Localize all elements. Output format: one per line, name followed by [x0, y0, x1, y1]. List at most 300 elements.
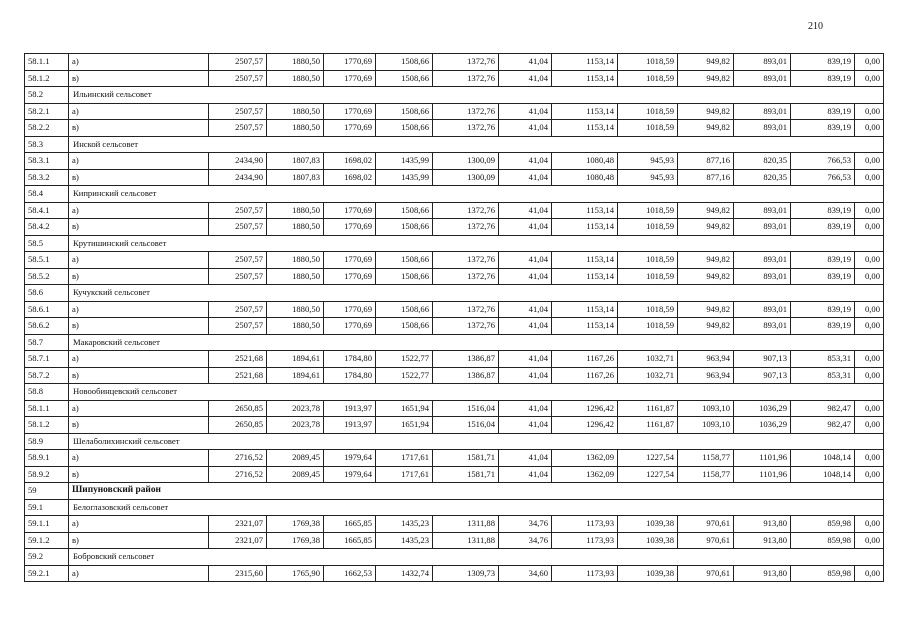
value-cell: 1372,76 — [433, 54, 499, 71]
value-cell: 1372,76 — [433, 120, 499, 137]
value-cell: 1101,96 — [734, 466, 791, 483]
page-number: 210 — [808, 21, 823, 32]
value-cell: 1880,50 — [267, 103, 324, 120]
row-code: 59 — [25, 483, 69, 500]
value-cell: 2650,85 — [209, 417, 267, 434]
value-cell: 859,98 — [791, 516, 855, 533]
value-cell: 1227,54 — [618, 450, 678, 467]
section-title: Крутишинский сельсовет — [69, 235, 884, 252]
value-cell: 1435,23 — [376, 532, 433, 549]
value-cell: 1036,29 — [734, 400, 791, 417]
table-row — [25, 54, 884, 71]
value-cell: 1913,97 — [324, 417, 376, 434]
value-cell: 1717,61 — [376, 450, 433, 467]
value-cell: 0,00 — [855, 318, 884, 335]
value-cell: 877,16 — [678, 169, 734, 186]
section-row — [25, 433, 884, 450]
value-cell: 41,04 — [499, 417, 552, 434]
value-cell: 839,19 — [791, 202, 855, 219]
value-cell: 1018,59 — [618, 202, 678, 219]
value-cell: 1894,61 — [267, 367, 324, 384]
value-cell: 1372,76 — [433, 268, 499, 285]
row-code: 58.6.2 — [25, 318, 69, 335]
section-row — [25, 235, 884, 252]
value-cell: 1880,50 — [267, 120, 324, 137]
table-row — [25, 351, 884, 368]
table-row — [25, 219, 884, 236]
value-cell: 1770,69 — [324, 301, 376, 318]
value-cell: 1508,66 — [376, 70, 433, 87]
value-cell: 1093,10 — [678, 417, 734, 434]
value-cell: 1770,69 — [324, 202, 376, 219]
value-cell: 1765,90 — [267, 565, 324, 582]
value-cell: 0,00 — [855, 351, 884, 368]
value-cell: 1372,76 — [433, 202, 499, 219]
value-cell: 839,19 — [791, 70, 855, 87]
value-cell: 0,00 — [855, 450, 884, 467]
value-cell: 1153,14 — [552, 268, 618, 285]
value-cell: 2507,57 — [209, 202, 267, 219]
value-cell: 1770,69 — [324, 252, 376, 269]
value-cell: 1372,76 — [433, 318, 499, 335]
value-cell: 913,80 — [734, 565, 791, 582]
section-row — [25, 136, 884, 153]
value-cell: 2650,85 — [209, 400, 267, 417]
row-code: 58.1.2 — [25, 70, 69, 87]
section-title: Инской сельсовет — [69, 136, 884, 153]
value-cell: 1372,76 — [433, 219, 499, 236]
row-code: 58.4 — [25, 186, 69, 203]
value-cell: 839,19 — [791, 301, 855, 318]
value-cell: 41,04 — [499, 450, 552, 467]
row-code: 59.1.1 — [25, 516, 69, 533]
table-row — [25, 450, 884, 467]
value-cell: 0,00 — [855, 466, 884, 483]
value-cell: 853,31 — [791, 351, 855, 368]
value-cell: 1432,74 — [376, 565, 433, 582]
row-code: 58.9 — [25, 433, 69, 450]
row-label: в) — [69, 120, 209, 137]
value-cell: 0,00 — [855, 565, 884, 582]
value-cell: 2507,57 — [209, 219, 267, 236]
value-cell: 1372,76 — [433, 103, 499, 120]
value-cell: 859,98 — [791, 565, 855, 582]
value-cell: 1508,66 — [376, 268, 433, 285]
value-cell: 1018,59 — [618, 268, 678, 285]
value-cell: 1173,93 — [552, 516, 618, 533]
value-cell: 1770,69 — [324, 103, 376, 120]
value-cell: 0,00 — [855, 70, 884, 87]
value-cell: 949,82 — [678, 54, 734, 71]
value-cell: 1516,04 — [433, 417, 499, 434]
value-cell: 893,01 — [734, 103, 791, 120]
value-cell: 41,04 — [499, 466, 552, 483]
row-label: а) — [69, 400, 209, 417]
value-cell: 0,00 — [855, 153, 884, 170]
value-cell: 1770,69 — [324, 70, 376, 87]
value-cell: 1880,50 — [267, 301, 324, 318]
row-code: 58.5.1 — [25, 252, 69, 269]
value-cell: 893,01 — [734, 54, 791, 71]
row-code: 59.2.1 — [25, 565, 69, 582]
row-label: в) — [69, 532, 209, 549]
value-cell: 1880,50 — [267, 318, 324, 335]
value-cell: 1516,04 — [433, 400, 499, 417]
value-cell: 1665,85 — [324, 516, 376, 533]
value-cell: 2023,78 — [267, 400, 324, 417]
value-cell: 1158,77 — [678, 450, 734, 467]
value-cell: 1894,61 — [267, 351, 324, 368]
value-cell: 1018,59 — [618, 301, 678, 318]
value-cell: 0,00 — [855, 367, 884, 384]
value-cell: 1167,26 — [552, 351, 618, 368]
value-cell: 859,98 — [791, 532, 855, 549]
value-cell: 1508,66 — [376, 318, 433, 335]
row-label: в) — [69, 417, 209, 434]
value-cell: 1508,66 — [376, 252, 433, 269]
value-cell: 1153,14 — [552, 318, 618, 335]
row-code: 58.4.2 — [25, 219, 69, 236]
value-cell: 1018,59 — [618, 103, 678, 120]
section-row — [25, 549, 884, 566]
value-cell: 949,82 — [678, 202, 734, 219]
value-cell: 1386,87 — [433, 351, 499, 368]
value-cell: 1717,61 — [376, 466, 433, 483]
value-cell: 1036,29 — [734, 417, 791, 434]
value-cell: 1581,71 — [433, 466, 499, 483]
row-code: 58.8 — [25, 384, 69, 401]
value-cell: 1372,76 — [433, 252, 499, 269]
value-cell: 0,00 — [855, 400, 884, 417]
value-cell: 893,01 — [734, 252, 791, 269]
value-cell: 1032,71 — [618, 367, 678, 384]
value-cell: 913,80 — [734, 532, 791, 549]
row-code: 58.7.1 — [25, 351, 69, 368]
value-cell: 893,01 — [734, 301, 791, 318]
row-label: в) — [69, 169, 209, 186]
value-cell: 1153,14 — [552, 54, 618, 71]
row-label: а) — [69, 202, 209, 219]
value-cell: 2507,57 — [209, 252, 267, 269]
value-cell: 1880,50 — [267, 252, 324, 269]
value-cell: 893,01 — [734, 202, 791, 219]
section-title: Макаровский сельсовет — [69, 334, 884, 351]
row-code: 58.5 — [25, 235, 69, 252]
section-title: Белоглазовский сельсовет — [69, 499, 884, 516]
value-cell: 41,04 — [499, 318, 552, 335]
value-cell: 1372,76 — [433, 301, 499, 318]
section-title: Кипринский сельсовет — [69, 186, 884, 203]
value-cell: 1300,09 — [433, 169, 499, 186]
row-code: 58.7.2 — [25, 367, 69, 384]
value-cell: 1880,50 — [267, 70, 324, 87]
section-row — [25, 499, 884, 516]
value-cell: 893,01 — [734, 70, 791, 87]
value-cell: 949,82 — [678, 318, 734, 335]
table-row — [25, 417, 884, 434]
value-cell: 1153,14 — [552, 301, 618, 318]
value-cell: 41,04 — [499, 351, 552, 368]
row-label: а) — [69, 153, 209, 170]
value-cell: 1093,10 — [678, 400, 734, 417]
row-code: 58.6.1 — [25, 301, 69, 318]
value-cell: 1508,66 — [376, 54, 433, 71]
row-code: 59.2 — [25, 549, 69, 566]
value-cell: 982,47 — [791, 400, 855, 417]
section-row — [25, 334, 884, 351]
value-cell: 41,04 — [499, 400, 552, 417]
value-cell: 41,04 — [499, 301, 552, 318]
value-cell: 839,19 — [791, 120, 855, 137]
value-cell: 41,04 — [499, 54, 552, 71]
value-cell: 2023,78 — [267, 417, 324, 434]
value-cell: 1173,93 — [552, 532, 618, 549]
value-cell: 1880,50 — [267, 219, 324, 236]
value-cell: 1770,69 — [324, 120, 376, 137]
row-code: 58.3.1 — [25, 153, 69, 170]
value-cell: 1018,59 — [618, 70, 678, 87]
value-cell: 949,82 — [678, 268, 734, 285]
value-cell: 2716,52 — [209, 466, 267, 483]
value-cell: 877,16 — [678, 153, 734, 170]
value-cell: 982,47 — [791, 417, 855, 434]
value-cell: 1769,38 — [267, 516, 324, 533]
table-row — [25, 367, 884, 384]
value-cell: 1581,71 — [433, 450, 499, 467]
row-code: 58.3 — [25, 136, 69, 153]
tariff-table — [24, 53, 884, 582]
table-row — [25, 466, 884, 483]
value-cell: 970,61 — [678, 532, 734, 549]
district-heading-row — [25, 483, 884, 500]
value-cell: 1048,14 — [791, 450, 855, 467]
row-label: а) — [69, 54, 209, 71]
row-code: 58.3.2 — [25, 169, 69, 186]
value-cell: 0,00 — [855, 417, 884, 434]
row-code: 58.9.1 — [25, 450, 69, 467]
value-cell: 1651,94 — [376, 400, 433, 417]
table-row — [25, 532, 884, 549]
value-cell: 2434,90 — [209, 153, 267, 170]
value-cell: 1807,83 — [267, 153, 324, 170]
value-cell: 1362,09 — [552, 466, 618, 483]
value-cell: 1161,87 — [618, 417, 678, 434]
value-cell: 1770,69 — [324, 318, 376, 335]
value-cell: 2321,07 — [209, 516, 267, 533]
value-cell: 1698,02 — [324, 169, 376, 186]
value-cell: 907,13 — [734, 367, 791, 384]
value-cell: 893,01 — [734, 219, 791, 236]
value-cell: 853,31 — [791, 367, 855, 384]
value-cell: 2089,45 — [267, 450, 324, 467]
value-cell: 0,00 — [855, 268, 884, 285]
section-title: Шипуновский район — [69, 483, 884, 500]
value-cell: 1880,50 — [267, 54, 324, 71]
value-cell: 2315,60 — [209, 565, 267, 582]
row-label: в) — [69, 219, 209, 236]
table-row — [25, 169, 884, 186]
value-cell: 970,61 — [678, 565, 734, 582]
table-row — [25, 268, 884, 285]
value-cell: 2089,45 — [267, 466, 324, 483]
section-title: Бобровский сельсовет — [69, 549, 884, 566]
row-code: 58.1.1 — [25, 54, 69, 71]
value-cell: 766,53 — [791, 169, 855, 186]
table-row — [25, 516, 884, 533]
value-cell: 2507,57 — [209, 301, 267, 318]
table-row — [25, 565, 884, 582]
section-row — [25, 285, 884, 302]
section-title: Ильинский сельсовет — [69, 87, 884, 104]
value-cell: 1784,80 — [324, 367, 376, 384]
value-cell: 1508,66 — [376, 301, 433, 318]
row-label: в) — [69, 318, 209, 335]
row-code: 58.6 — [25, 285, 69, 302]
value-cell: 839,19 — [791, 252, 855, 269]
value-cell: 41,04 — [499, 169, 552, 186]
value-cell: 893,01 — [734, 120, 791, 137]
value-cell: 1153,14 — [552, 103, 618, 120]
value-cell: 1508,66 — [376, 120, 433, 137]
value-cell: 1101,96 — [734, 450, 791, 467]
value-cell: 41,04 — [499, 153, 552, 170]
section-title: Шелаболихинский сельсовет — [69, 433, 884, 450]
value-cell: 1018,59 — [618, 318, 678, 335]
table-row — [25, 153, 884, 170]
value-cell: 0,00 — [855, 120, 884, 137]
value-cell: 41,04 — [499, 202, 552, 219]
value-cell: 839,19 — [791, 268, 855, 285]
value-cell: 34,76 — [499, 532, 552, 549]
value-cell: 0,00 — [855, 532, 884, 549]
row-code: 58.5.2 — [25, 268, 69, 285]
row-label: а) — [69, 516, 209, 533]
value-cell: 1784,80 — [324, 351, 376, 368]
value-cell: 2507,57 — [209, 268, 267, 285]
value-cell: 2716,52 — [209, 450, 267, 467]
value-cell: 1665,85 — [324, 532, 376, 549]
value-cell: 1080,48 — [552, 169, 618, 186]
value-cell: 2507,57 — [209, 318, 267, 335]
value-cell: 949,82 — [678, 252, 734, 269]
value-cell: 949,82 — [678, 120, 734, 137]
value-cell: 893,01 — [734, 268, 791, 285]
row-code: 58.2.1 — [25, 103, 69, 120]
value-cell: 41,04 — [499, 268, 552, 285]
value-cell: 839,19 — [791, 54, 855, 71]
value-cell: 2321,07 — [209, 532, 267, 549]
value-cell: 1153,14 — [552, 252, 618, 269]
value-cell: 41,04 — [499, 103, 552, 120]
value-cell: 949,82 — [678, 70, 734, 87]
row-code: 58.9.2 — [25, 466, 69, 483]
value-cell: 41,04 — [499, 219, 552, 236]
table-row — [25, 70, 884, 87]
value-cell: 1309,73 — [433, 565, 499, 582]
table-row — [25, 120, 884, 137]
value-cell: 1018,59 — [618, 219, 678, 236]
value-cell: 1770,69 — [324, 54, 376, 71]
row-label: в) — [69, 70, 209, 87]
value-cell: 1153,14 — [552, 70, 618, 87]
row-label: в) — [69, 367, 209, 384]
value-cell: 963,94 — [678, 367, 734, 384]
value-cell: 945,93 — [618, 169, 678, 186]
row-label: а) — [69, 450, 209, 467]
value-cell: 34,76 — [499, 516, 552, 533]
value-cell: 1698,02 — [324, 153, 376, 170]
value-cell: 839,19 — [791, 219, 855, 236]
table-body — [25, 54, 884, 582]
value-cell: 893,01 — [734, 318, 791, 335]
value-cell: 1039,38 — [618, 565, 678, 582]
value-cell: 1153,14 — [552, 120, 618, 137]
value-cell: 1662,53 — [324, 565, 376, 582]
value-cell: 1311,88 — [433, 516, 499, 533]
section-row — [25, 384, 884, 401]
value-cell: 0,00 — [855, 219, 884, 236]
table-row — [25, 318, 884, 335]
value-cell: 1296,42 — [552, 417, 618, 434]
table-row — [25, 103, 884, 120]
value-cell: 1167,26 — [552, 367, 618, 384]
value-cell: 839,19 — [791, 103, 855, 120]
value-cell: 1080,48 — [552, 153, 618, 170]
value-cell: 1979,64 — [324, 466, 376, 483]
value-cell: 1158,77 — [678, 466, 734, 483]
value-cell: 1522,77 — [376, 367, 433, 384]
value-cell: 1362,09 — [552, 450, 618, 467]
row-label: а) — [69, 301, 209, 318]
value-cell: 1386,87 — [433, 367, 499, 384]
value-cell: 2434,90 — [209, 169, 267, 186]
value-cell: 0,00 — [855, 54, 884, 71]
value-cell: 1435,23 — [376, 516, 433, 533]
row-code: 58.4.1 — [25, 202, 69, 219]
value-cell: 1651,94 — [376, 417, 433, 434]
value-cell: 820,35 — [734, 169, 791, 186]
row-code: 58.2 — [25, 87, 69, 104]
row-label: в) — [69, 268, 209, 285]
value-cell: 1039,38 — [618, 516, 678, 533]
value-cell: 1018,59 — [618, 120, 678, 137]
value-cell: 1435,99 — [376, 169, 433, 186]
value-cell: 1508,66 — [376, 202, 433, 219]
value-cell: 1435,99 — [376, 153, 433, 170]
value-cell: 1769,38 — [267, 532, 324, 549]
value-cell: 839,19 — [791, 318, 855, 335]
row-code: 58.2.2 — [25, 120, 69, 137]
row-label: а) — [69, 103, 209, 120]
value-cell: 766,53 — [791, 153, 855, 170]
value-cell: 913,80 — [734, 516, 791, 533]
row-code: 59.1 — [25, 499, 69, 516]
value-cell: 34,60 — [499, 565, 552, 582]
value-cell: 1770,69 — [324, 219, 376, 236]
value-cell: 41,04 — [499, 70, 552, 87]
value-cell: 949,82 — [678, 301, 734, 318]
value-cell: 1018,59 — [618, 54, 678, 71]
value-cell: 0,00 — [855, 516, 884, 533]
section-row — [25, 186, 884, 203]
table-row — [25, 301, 884, 318]
section-title: Кучукский сельсовет — [69, 285, 884, 302]
value-cell: 1311,88 — [433, 532, 499, 549]
value-cell: 2521,68 — [209, 367, 267, 384]
row-label: а) — [69, 351, 209, 368]
value-cell: 949,82 — [678, 103, 734, 120]
row-label: а) — [69, 252, 209, 269]
